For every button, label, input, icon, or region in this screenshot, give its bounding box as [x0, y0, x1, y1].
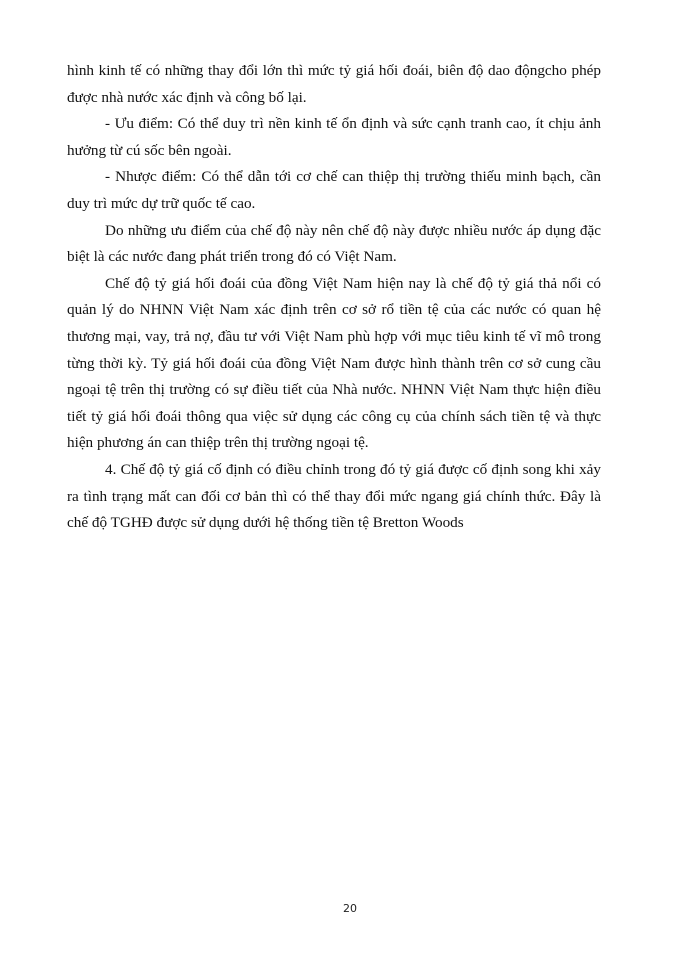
paragraph-adjustable-peg: 4. Chế độ tỷ giá cố định có điều chỉnh trong đó tỷ giá được cố định song khi xảy ra tình trạng mất can đối cơ bản thì có thể thay đổi mức ngang giá chính thức. Đây là chế độ TGHĐ được sử dụng dưới hệ thống tiền tệ Bretton Woods	[67, 460, 601, 532]
paragraph-adoption: Do những ưu điểm của chế độ này nên chế độ này được nhiều nước áp dụng đặc biệt là các nước đang phát triển trong đó có Việt Nam.	[67, 221, 601, 266]
paragraph-vietnam-regime: Chế độ tỷ giá hối đoái của đồng Việt Nam hiện nay là chế độ tỷ giá thả nổi có quản lý do NHNN Việt Nam xác định trên cơ sở rổ tiền tệ của các nước có quan hệ thương mại, vay, trả nợ, đầu tư với Việt Nam phù hợp với mục tiêu kinh tế vĩ mô trong từng thời kỳ. Tỷ giá hối đoái của đồng Việt Nam được hình thành trên cơ sở cung cầu ngoại tệ trên thị trường có sự điều tiết của Nhà nước. NHNN Việt Nam thực hiện điều tiết tỷ giá hối đoái thông qua việc sử dụng các công cụ của chính sách tiền tệ và thực hiện phương án can thiệp trên thị trường ngoại tệ.	[67, 274, 601, 452]
paragraph-continuation: hình kinh tế có những thay đổi lớn thì mức tỷ giá hối đoái, biên độ dao độngcho phép được nhà nước xác định và công bố lại.	[67, 62, 601, 106]
paragraph-advantages: - Ưu điểm: Có thể duy trì nền kinh tế ổn định và sức cạnh tranh cao, ít chịu ảnh hưởng từ cú sốc bên ngoài.	[67, 115, 601, 159]
page-number: 20	[343, 902, 357, 915]
body-text	[67, 58, 601, 537]
paragraph-disadvantages: - Nhược điểm: Có thể dẫn tới cơ chế can thiệp thị trường thiếu minh bạch, cần duy trì mức dự trữ quốc tế cao.	[67, 168, 601, 212]
